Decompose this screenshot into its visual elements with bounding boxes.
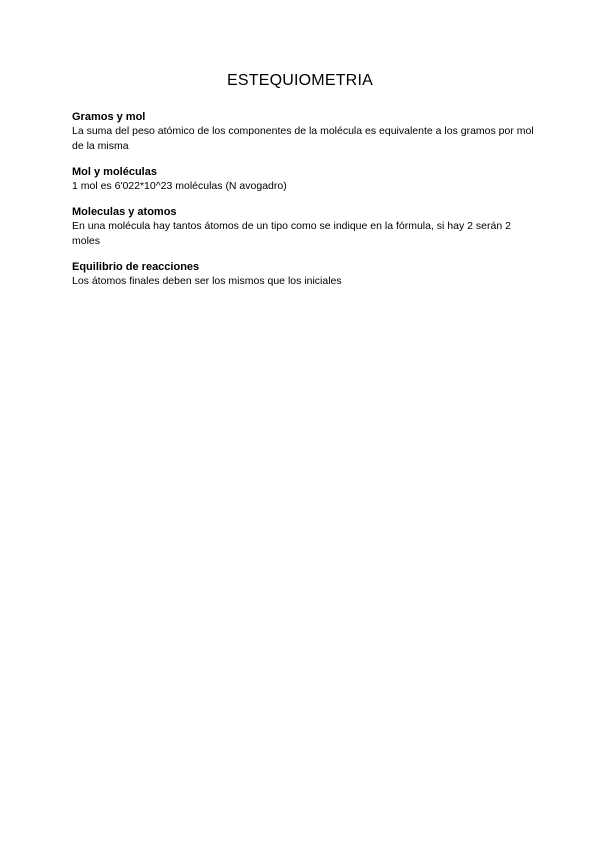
section-text: 1 mol es 6'022*10^23 moléculas (N avogadro) (72, 180, 287, 192)
section-heading: Gramos y mol (72, 111, 146, 123)
section-mol-y-moleculas (72, 165, 534, 194)
section-heading: Moleculas y atomos (72, 206, 177, 218)
section-text: La suma del peso atómico de los componentes de la molécula es equivalente a los gramos por mol de la misma (72, 125, 534, 152)
document-body (72, 110, 534, 300)
section-moleculas-y-atomos (72, 205, 534, 249)
section-heading: Equilibrio de reacciones (72, 261, 200, 273)
page-title: ESTEQUIOMETRIA (227, 72, 373, 89)
section-text: Los átomos finales deben ser los mismos que los iniciales (72, 275, 342, 287)
section-equilibrio-de-reacciones (72, 260, 534, 289)
section-text: En una molécula hay tantos átomos de un tipo como se indique en la fórmula, si hay 2 serán 2 moles (72, 220, 511, 247)
section-gramos-y-mol (72, 110, 534, 154)
section-heading: Mol y moléculas (72, 166, 157, 178)
